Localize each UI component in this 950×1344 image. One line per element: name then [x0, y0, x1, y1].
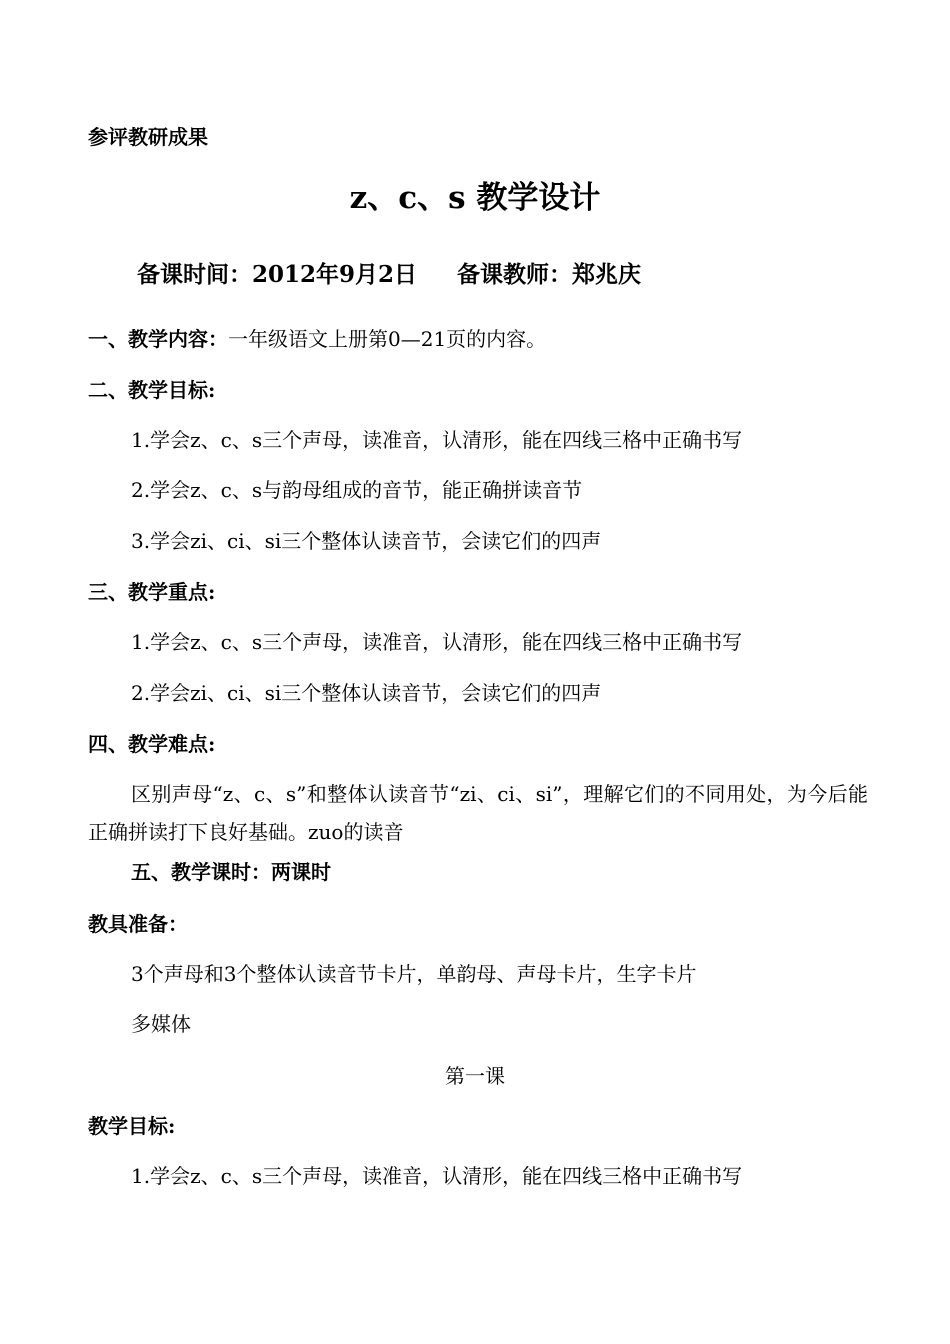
keypoint-item: 1.学会z、c、s三个声母，读准音，认清形，能在四线三格中正确书写 [131, 630, 743, 654]
prep-date: 备课时间：2012年9月2日 [137, 261, 418, 288]
tools-heading: 教具准备： [88, 912, 188, 936]
section-hours-heading: 五、教学课时：两课时 [131, 860, 331, 884]
difficulties-paragraph: 区别声母“z、c、s”和整体认读音节“zi、ci、si”，理解它们的不同用处，为今后能正确拼读打下良好基础。zuo的读音 [88, 782, 868, 844]
keypoint-item: 2.学会zi、ci、si三个整体认读音节，会读它们的四声 [131, 681, 602, 705]
goal-item: 2.学会z、c、s与韵母组成的音节，能正确拼读音节 [131, 478, 583, 502]
prep-teacher: 备课教师：郑兆庆 [457, 261, 642, 288]
tools-item: 3个声母和3个整体认读音节卡片，单韵母、声母卡片，生字卡片 [131, 962, 697, 986]
lesson-goals-heading: 教学目标: [88, 1114, 176, 1138]
section-difficulties-heading: 四、教学难点: [88, 732, 216, 756]
lesson-heading: 第一课 [445, 1064, 505, 1088]
section-goals-heading: 二、教学目标: [88, 378, 216, 402]
goal-item: 3.学会zi、ci、si三个整体认读音节，会读它们的四声 [131, 529, 602, 553]
section-content-heading: 一、教学内容： [88, 327, 228, 351]
tools-item: 多媒体 [131, 1012, 191, 1036]
document-title: z、c、s 教学设计 [349, 180, 601, 216]
prep-meta [137, 259, 870, 291]
header-label: 参评教研成果 [88, 125, 208, 149]
goal-item: 1.学会z、c、s三个声母，读准音，认清形，能在四线三格中正确书写 [131, 428, 743, 452]
section-keypoints-heading: 三、教学重点: [88, 580, 216, 604]
lesson-goal-item: 1.学会z、c、s三个声母，读准音，认清形，能在四线三格中正确书写 [131, 1164, 743, 1188]
section-content [88, 325, 870, 353]
section-content-text: 一年级语文上册第0—21页的内容。 [228, 327, 547, 351]
